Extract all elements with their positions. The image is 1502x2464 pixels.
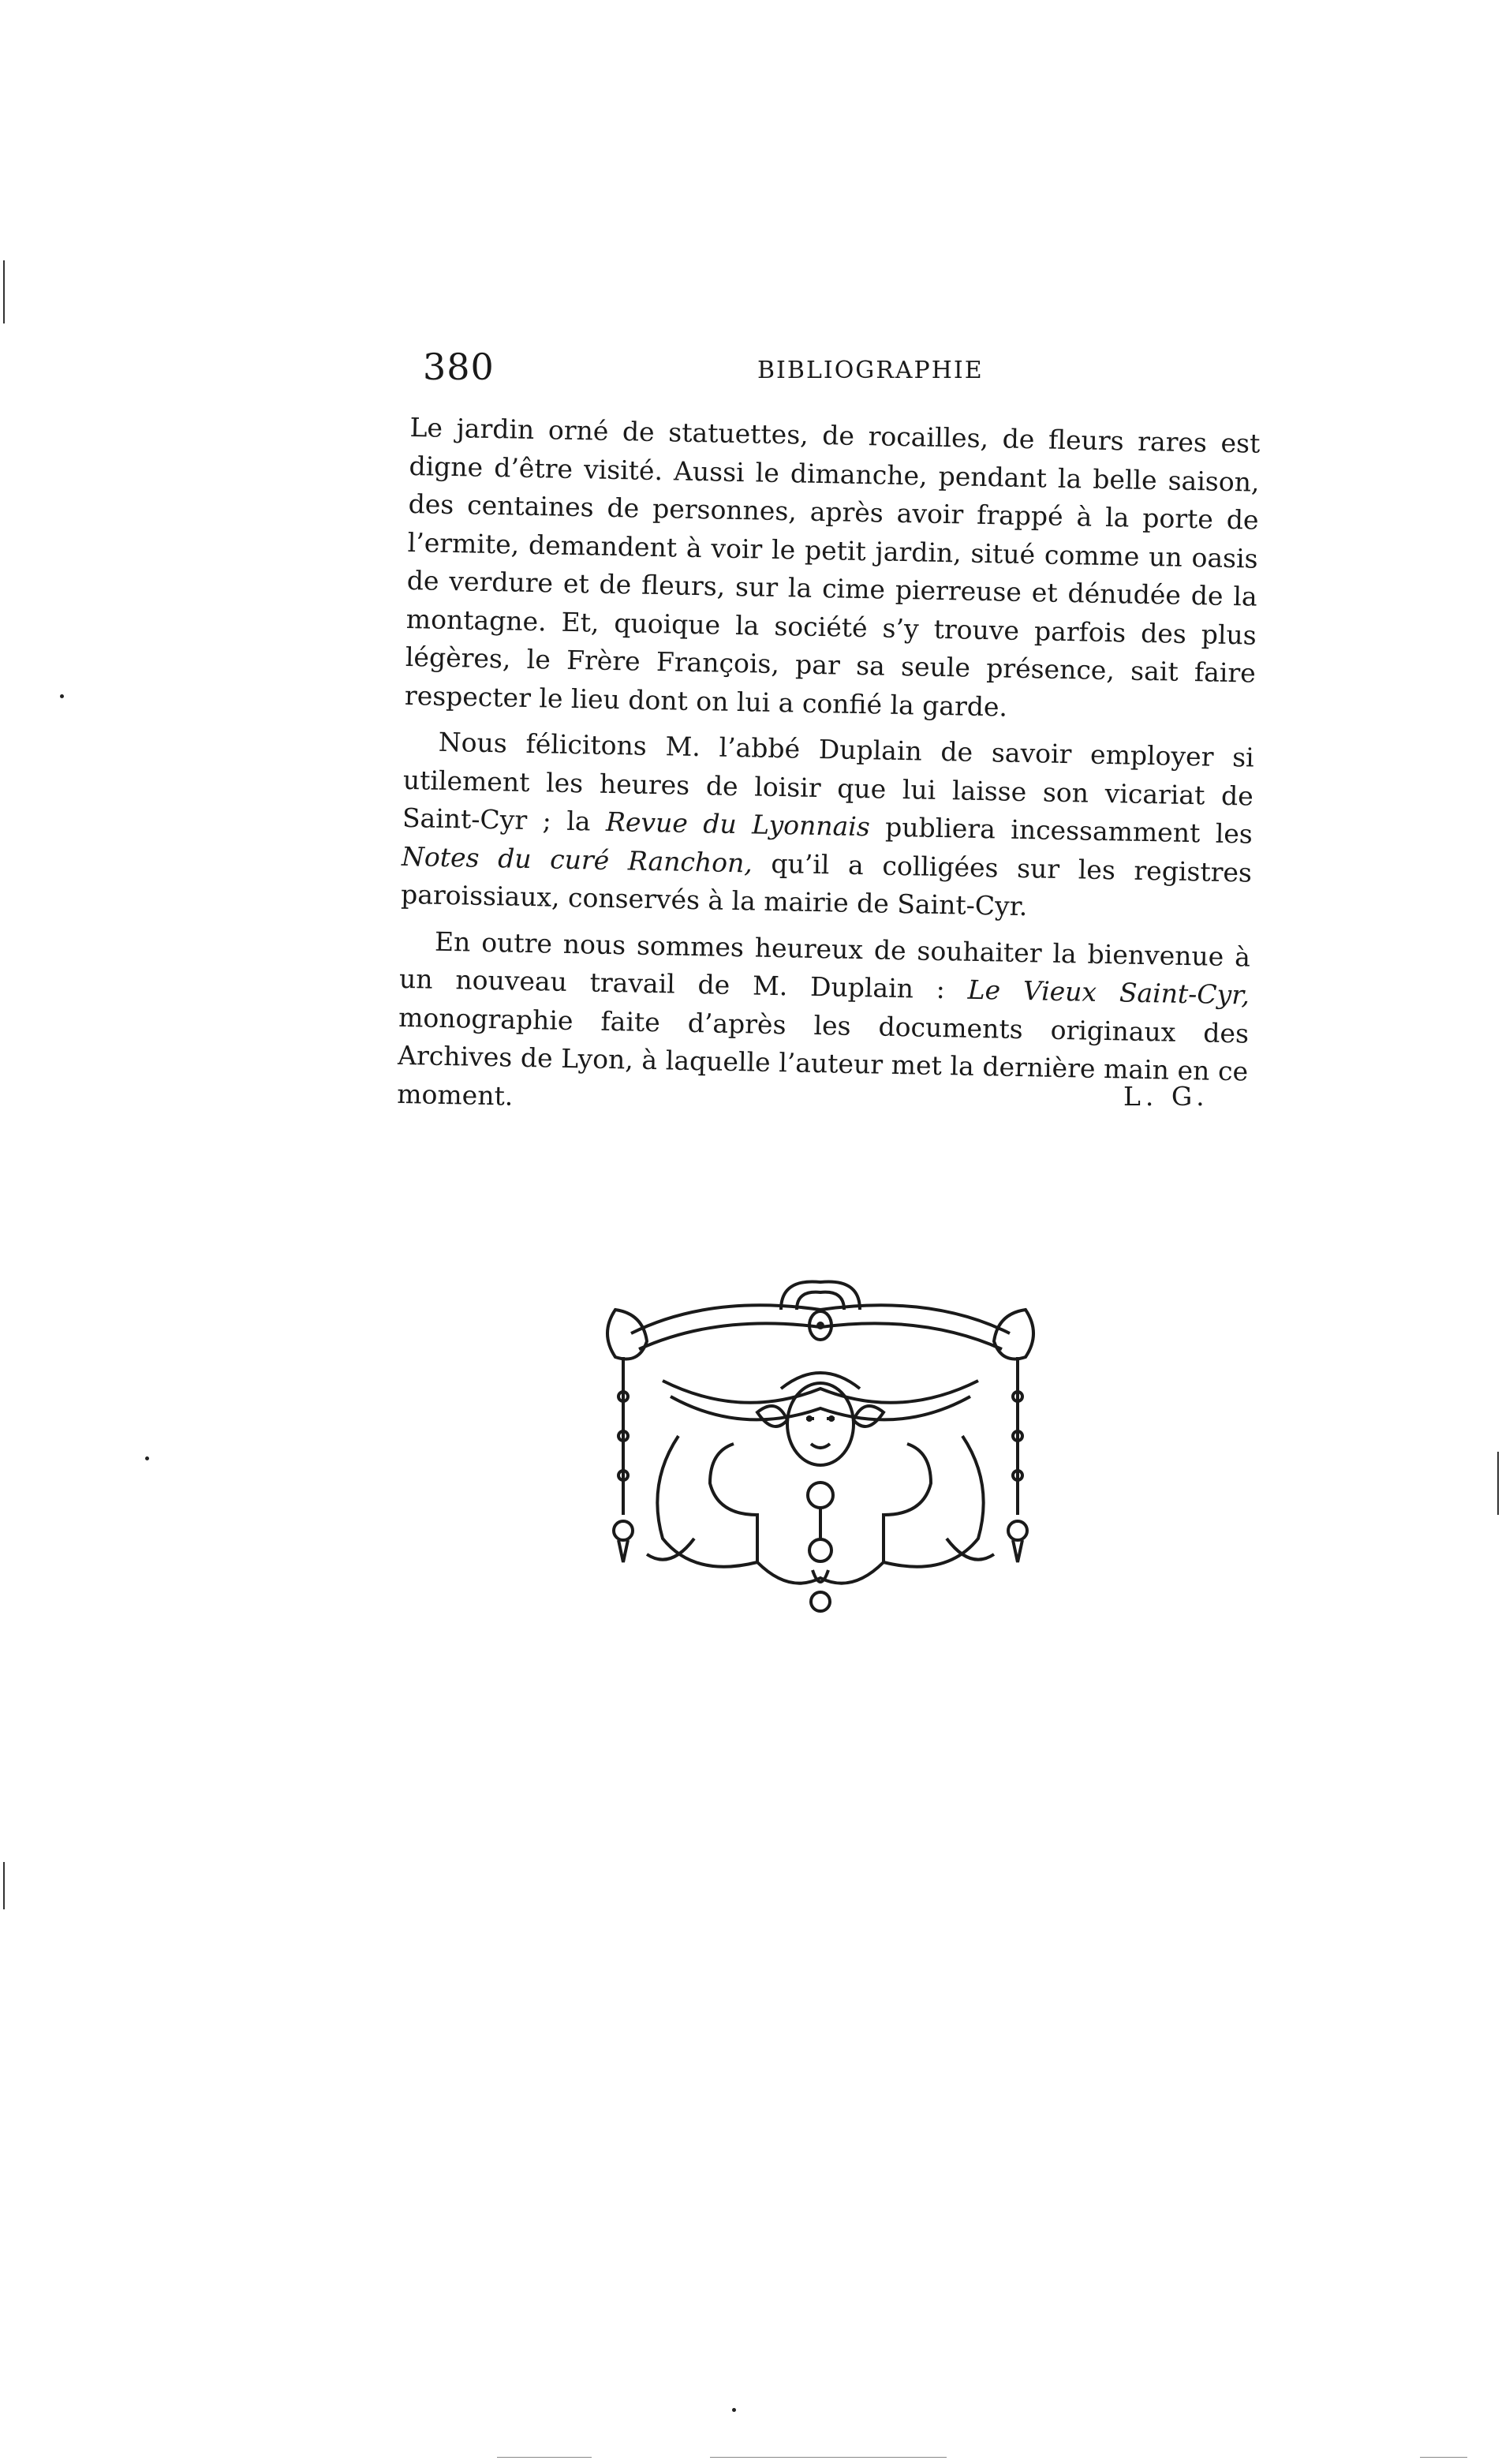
title-notes-du-cure-ranchon: Notes du curé Ranchon, [401, 840, 753, 878]
paragraph-2-text-a: Nous félicitons M. l’abbé Duplain de savoir employer si utilement les heures de loisir que lui laisse son vicariat de Saint-Cyr ; la [402, 726, 1255, 837]
paragraph-2 [401, 723, 1254, 930]
article-body [397, 409, 1261, 1130]
scan-speck [732, 2408, 736, 2412]
running-head: BIBLIOGRAPHIE [757, 357, 984, 384]
page-number: 380 [423, 346, 495, 388]
paragraph-2-text-e: qu’il a colligées sur les registres paroissiaux, conservés à la mairie de Saint-Cyr. [400, 847, 1253, 922]
scan-edge-mark [3, 1862, 5, 1909]
paragraph-2-text-c: publiera incessamment les [869, 811, 1254, 850]
paragraph-1: Le jardin orné de statuettes, de rocailles, de fleurs rares est digne d’être visité. Aussi le dimanche, pendant la belle saison, des centaines de personnes, après avoir frappé à la porte de l’ermite, demandent à voir le petit jardin, situé comme un oasis de verdure et de fleurs, sur la cime pierreuse et dénudée de la montagne. Et, quoique la société s’y trouve parfois des plus légères, le Frère François, par sa seule présence, sait faire respecter le lieu dont on lui a confié la garde. [404, 411, 1261, 723]
page-header [423, 346, 1259, 393]
scan-edge-mark [1497, 1452, 1499, 1515]
scan-speck [60, 694, 64, 698]
decorative-cartouche-icon [600, 1278, 1041, 1649]
paragraph-3 [397, 922, 1250, 1129]
scan-edge-mark [1420, 2457, 1467, 2458]
scan-edge-mark [497, 2457, 592, 2458]
paragraph-3-text-c: monographie faite d’après les documents originaux des Archives de Lyon, à laquelle l’auteur met la dernière main en ce moment. [396, 1001, 1250, 1112]
author-signature: L. G. [1123, 1081, 1209, 1112]
paragraph-3-text-a: En outre nous sommes heureux de souhaiter la bienvenue à un nouveau travail de M. Duplain : [398, 925, 1251, 1005]
scan-edge-mark [710, 2457, 947, 2458]
title-le-vieux-saint-cyr: Le Vieux Saint-Cyr, [967, 974, 1250, 1011]
scan-speck [145, 1456, 149, 1460]
scan-edge-mark [3, 260, 5, 323]
title-revue-du-lyonnais: Revue du Lyonnais [605, 806, 871, 843]
